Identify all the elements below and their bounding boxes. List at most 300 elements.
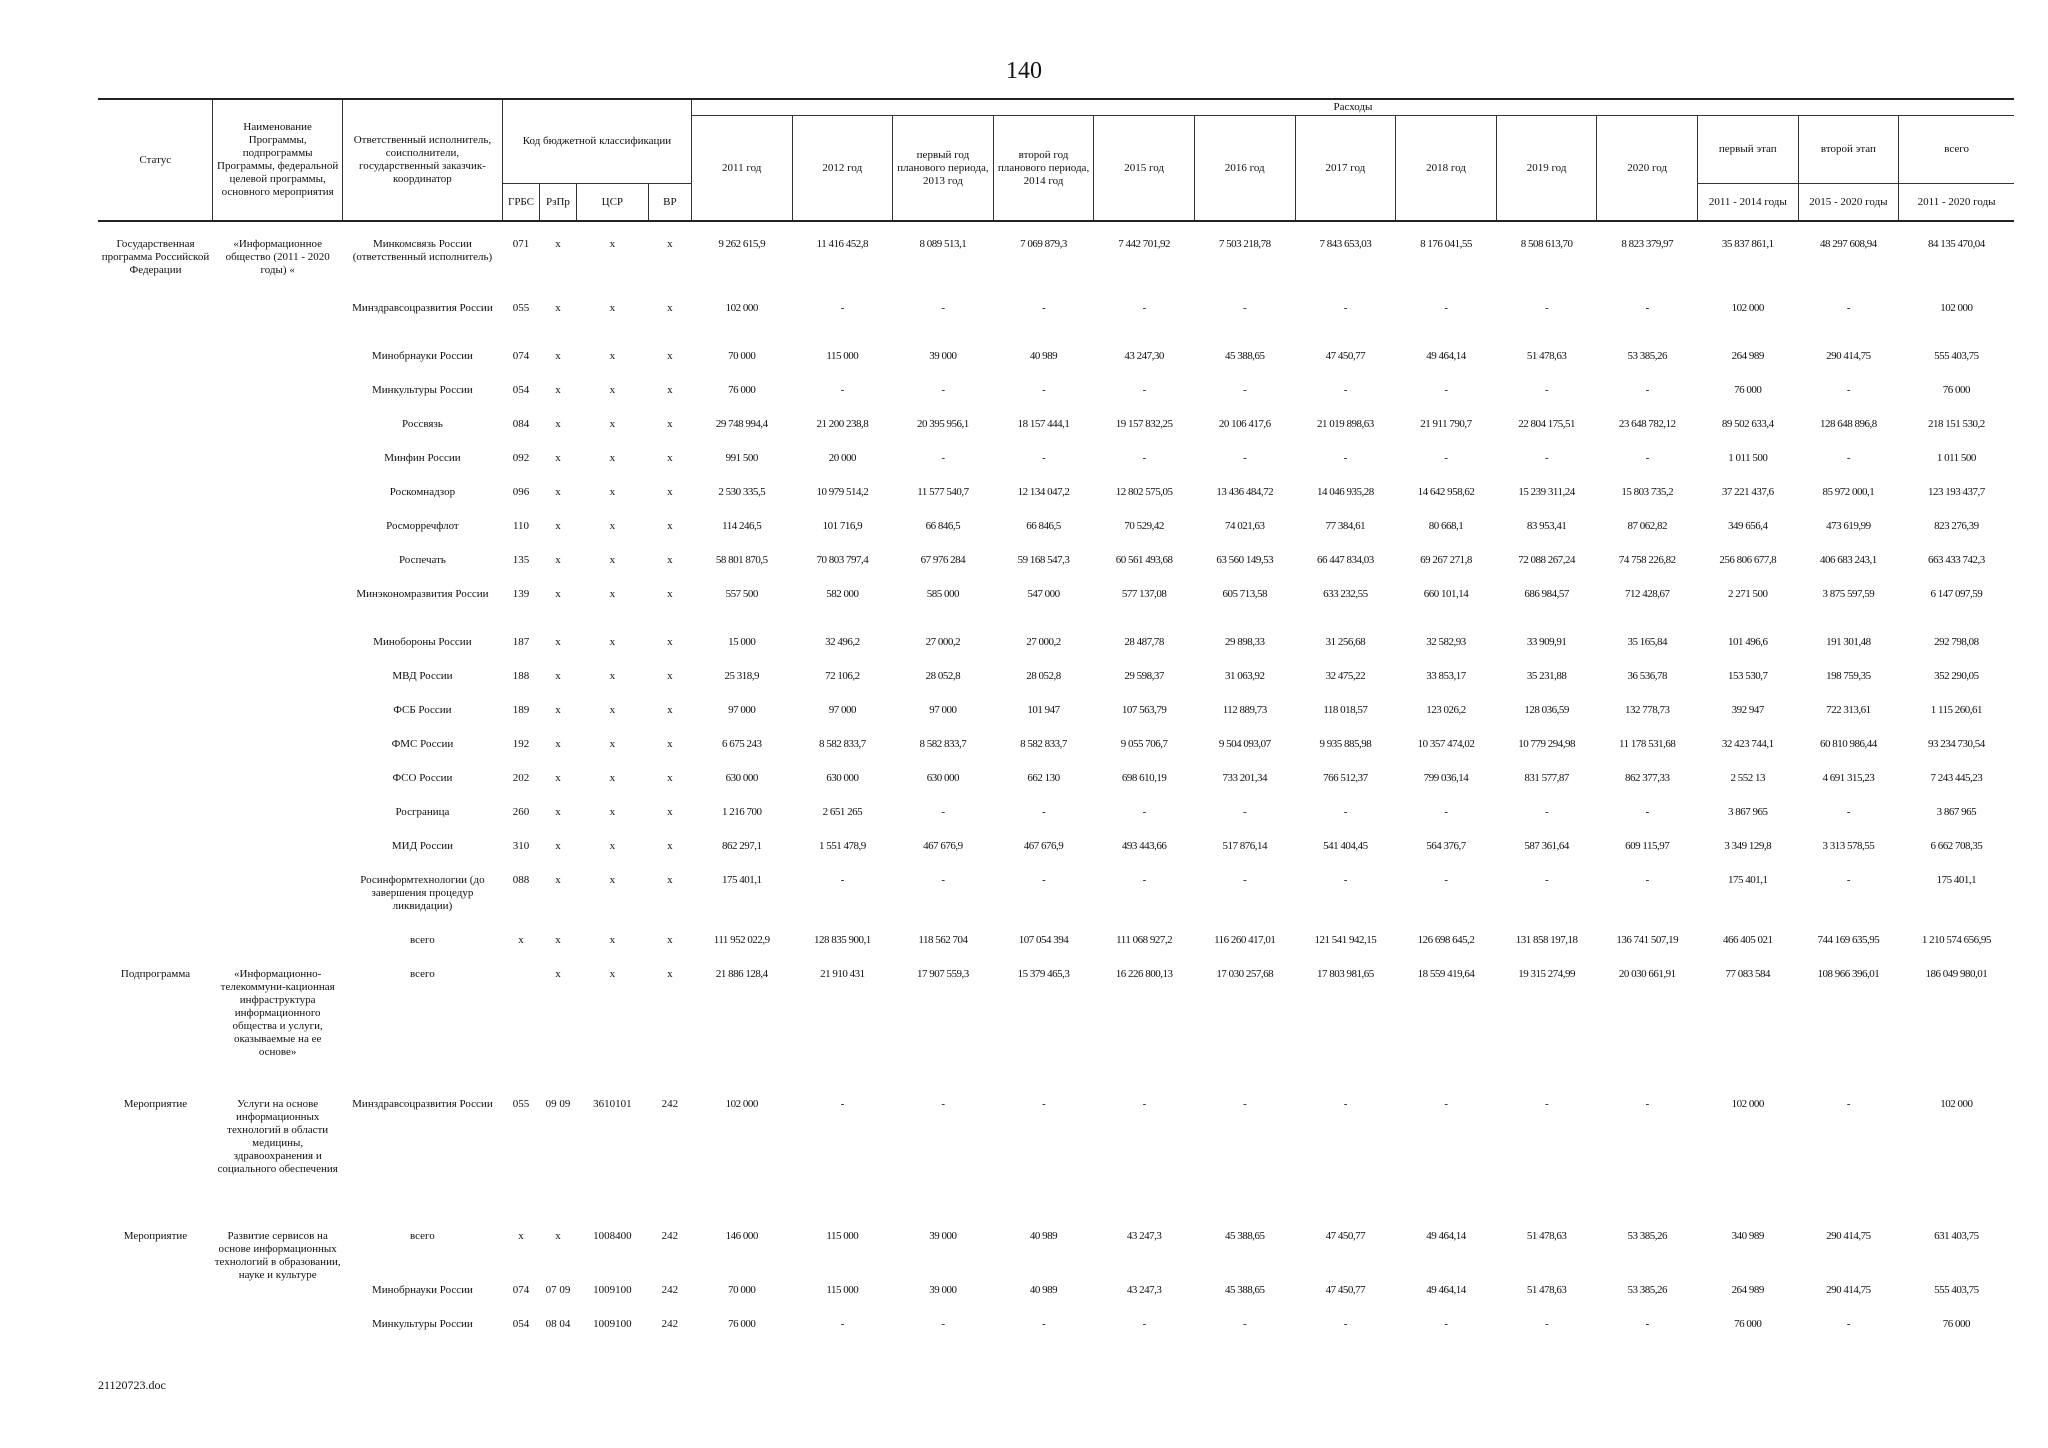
cell-value: 29 598,37 [1124, 670, 1164, 683]
cell-value: 722 313,61 [1826, 704, 1871, 717]
cell-value: 21 910 431 [820, 968, 865, 981]
cell-value: 131 858 197,18 [1515, 934, 1578, 947]
cell-vr: х [667, 418, 673, 431]
table-row [98, 587, 2014, 635]
cell-vr: х [667, 238, 673, 251]
cell-value: 123 193 437,7 [1927, 486, 1985, 499]
cell-value: 557 500 [725, 588, 758, 601]
cell-value: 352 290,05 [1934, 670, 1979, 683]
cell-value: 77 083 584 [1725, 968, 1771, 981]
cell-value: 493 443,66 [1121, 840, 1167, 853]
cell-value: 12 134 047,2 [1017, 486, 1070, 499]
header-year: 2015 год [1094, 115, 1195, 221]
cell-value: 766 512,37 [1323, 772, 1368, 785]
cell-value: - [1343, 1098, 1347, 1111]
cell-rzpr: х [555, 968, 561, 981]
cell-value: 32 423 744,1 [1721, 738, 1774, 751]
cell-value: 39 000 [929, 1284, 957, 1297]
cell-value: 37 221 437,6 [1721, 486, 1774, 499]
cell-value: 108 966 396,01 [1817, 968, 1880, 981]
cell-value: 28 052,8 [925, 670, 961, 683]
cell-value: - [1444, 874, 1448, 887]
cell-value: - [840, 874, 844, 887]
cell-value: 349 656,4 [1728, 520, 1768, 533]
cell-csr: 1009100 [593, 1284, 632, 1297]
cell-name [213, 1283, 342, 1317]
cell-value: 70 803 797,4 [816, 554, 869, 567]
cell-value: 20 395 956,1 [917, 418, 969, 431]
cell-grbs: х [518, 934, 524, 947]
cell-csr: х [609, 452, 616, 465]
cell-value: 31 063,92 [1225, 670, 1265, 683]
cell-value: - [1545, 806, 1549, 819]
cell-value: 39 000 [929, 350, 957, 363]
cell-value: 8 582 833,7 [919, 738, 967, 751]
cell-rzpr: х [555, 452, 561, 465]
cell-vr: х [667, 486, 673, 499]
header-vr: ВР [648, 183, 691, 221]
cell-value: 70 000 [728, 1284, 756, 1297]
cell-value: 102 000 [1731, 1098, 1764, 1111]
cell-value: 35 837 861,1 [1721, 238, 1774, 251]
cell-value: - [1545, 452, 1549, 465]
cell-value: 21 886 128,4 [715, 968, 768, 981]
cell-value: 43 247,3 [1126, 1230, 1162, 1243]
cell-value: 175 401,1 [1936, 874, 1977, 887]
cell-executor: Минобрнауки России [371, 1284, 473, 1297]
table-row [98, 1229, 2014, 1283]
cell-grbs: 310 [512, 840, 530, 853]
cell-value: 40 989 [1029, 1230, 1058, 1243]
cell-value: 7 503 218,78 [1218, 238, 1271, 251]
cell-grbs: 189 [512, 704, 530, 717]
header-name: Наименование Программы, подпрограммы Программы, федеральной целевой программы, основного мероприятия [213, 99, 342, 221]
cell-rzpr: 08 04 [545, 1318, 571, 1331]
cell-value: 8 176 041,55 [1420, 238, 1472, 251]
cell-value: 698 610,19 [1121, 772, 1167, 785]
cell-value: - [941, 806, 945, 819]
cell-value: 609 115,97 [1625, 840, 1670, 853]
cell-grbs: 192 [512, 738, 530, 751]
cell-value: 823 276,39 [1934, 520, 1979, 533]
cell-value: 29 748 994,4 [715, 418, 768, 431]
cell-value: 15 803 735,2 [1621, 486, 1674, 499]
cell-vr: х [667, 588, 673, 601]
table-row [98, 873, 2014, 933]
cell-status [98, 553, 213, 587]
cell-value: 630 000 [926, 772, 960, 785]
cell-csr: х [609, 968, 616, 981]
cell-value: 467 676,9 [923, 840, 963, 853]
cell-value: 43 247,3 [1126, 1284, 1162, 1297]
cell-value: 9 504 093,07 [1218, 738, 1271, 751]
cell-value: - [1545, 302, 1549, 315]
cell-value: 72 088 267,24 [1518, 554, 1575, 567]
cell-value: 831 577,87 [1524, 772, 1569, 785]
cell-grbs: 054 [512, 1318, 530, 1331]
cell-status [98, 771, 213, 805]
cell-value: 70 529,42 [1124, 520, 1164, 533]
cell-executor: Минобороны России [373, 636, 472, 649]
cell-value: - [1142, 302, 1146, 315]
cell-value: 66 846,5 [925, 520, 961, 533]
cell-grbs: 074 [512, 1284, 530, 1297]
cell-value: - [840, 1098, 844, 1111]
cell-grbs: 202 [512, 772, 530, 785]
cell-value: - [1343, 806, 1347, 819]
cell-value: 77 384,61 [1325, 520, 1366, 533]
cell-vr: 242 [661, 1318, 679, 1331]
cell-value: - [1142, 806, 1146, 819]
cell-grbs: 054 [512, 384, 530, 397]
cell-value: - [1243, 1098, 1247, 1111]
cell-value: 32 475,22 [1325, 670, 1366, 683]
header-stage-period: 2011 - 2014 годы [1698, 183, 1799, 221]
cell-value: 53 385,26 [1627, 1284, 1667, 1297]
cell-value: - [1142, 452, 1146, 465]
cell-grbs: 092 [512, 452, 530, 465]
cell-value: 15 379 465,3 [1017, 968, 1070, 981]
cell-rzpr: х [555, 588, 561, 601]
cell-value: 15 000 [728, 636, 756, 649]
cell-csr: х [609, 704, 616, 717]
cell-value: 7 442 701,92 [1118, 238, 1171, 251]
cell-rzpr: х [555, 670, 561, 683]
cell-value: 33 909,91 [1526, 636, 1567, 649]
cell-value: 1 011 500 [1936, 452, 1976, 465]
cell-value: 146 000 [725, 1230, 758, 1243]
cell-value: 862 377,33 [1624, 772, 1670, 785]
cell-value: 340 989 [1731, 1230, 1764, 1243]
cell-name [213, 587, 342, 635]
cell-status [98, 485, 213, 519]
cell-vr: х [667, 840, 673, 853]
header-year: 2020 год [1597, 115, 1698, 221]
cell-executor: Россвязь [402, 418, 443, 431]
header-budget-code: Код бюджетной классификации [503, 99, 692, 183]
cell-name: Услуги на основе информационных технологий в области медицины, здравоохранения и социального обеспечения [217, 1098, 338, 1176]
cell-value: 264 989 [1731, 350, 1764, 363]
cell-value: 392 947 [1731, 704, 1764, 717]
cell-rzpr: х [555, 934, 561, 947]
table-row [98, 839, 2014, 873]
cell-value: - [1142, 1098, 1146, 1111]
cell-value: 74 021,63 [1225, 520, 1265, 533]
cell-vr: х [667, 636, 673, 649]
cell-value: 28 487,78 [1124, 636, 1164, 649]
cell-value: 76 000 [728, 384, 756, 397]
table-body [98, 221, 2014, 1359]
cell-value: 3 313 578,55 [1822, 840, 1875, 853]
table-row [98, 737, 2014, 771]
cell-vr: х [667, 302, 673, 315]
cell-value: - [1142, 1318, 1146, 1331]
cell-value: 51 478,63 [1526, 350, 1567, 363]
cell-value: 21 200 238,8 [816, 418, 869, 431]
cell-value: - [1645, 1098, 1649, 1111]
cell-vr: х [667, 670, 673, 683]
header-status: Статус [98, 99, 213, 221]
cell-csr: х [609, 806, 616, 819]
cell-value: 87 062,82 [1627, 520, 1667, 533]
cell-name: Развитие сервисов на основе информационных технологий в образовании, науке и культуре [214, 1230, 341, 1282]
cell-value: 53 385,26 [1627, 1230, 1667, 1243]
cell-value: 186 049 980,01 [1925, 968, 1988, 981]
cell-value: 115 000 [826, 1230, 859, 1243]
table-row [98, 221, 2014, 301]
cell-executor: всего [410, 1230, 435, 1243]
cell-csr: х [609, 350, 616, 363]
cell-value: 60 810 986,44 [1820, 738, 1877, 751]
cell-status [98, 703, 213, 737]
cell-value: 58 801 870,5 [715, 554, 768, 567]
cell-value: 19 157 832,25 [1115, 418, 1173, 431]
cell-value: 60 561 493,68 [1115, 554, 1173, 567]
cell-value: 80 668,1 [1428, 520, 1464, 533]
cell-rzpr: х [555, 806, 561, 819]
cell-value: - [941, 1318, 945, 1331]
cell-status [98, 1317, 213, 1359]
cell-value: 97 000 [728, 704, 756, 717]
cell-value: 630 000 [826, 772, 859, 785]
cell-vr: х [667, 520, 673, 533]
cell-value: 67 976 284 [920, 554, 966, 567]
cell-value: 118 562 704 [918, 934, 968, 947]
cell-value: 1 115 260,61 [1930, 704, 1983, 717]
cell-value: - [1343, 384, 1347, 397]
cell-value: - [1444, 452, 1448, 465]
cell-value: - [1645, 302, 1649, 315]
cell-value: 10 357 474,02 [1417, 738, 1475, 751]
cell-value: 118 018,57 [1323, 704, 1368, 717]
table-row [98, 967, 2014, 1097]
cell-grbs: 055 [512, 1098, 530, 1111]
cell-value: 290 414,75 [1826, 1230, 1871, 1243]
cell-name [213, 805, 342, 839]
cell-value: - [1142, 384, 1146, 397]
cell-value: 76 000 [1942, 384, 1970, 397]
cell-value: 76 000 [1734, 384, 1762, 397]
cell-status [98, 737, 213, 771]
cell-value: 1 011 500 [1728, 452, 1768, 465]
cell-grbs: 139 [512, 588, 530, 601]
cell-value: 8 823 379,97 [1621, 238, 1674, 251]
cell-executor: Росинформтехнологии (до завершения процедур ликвидации) [360, 874, 485, 913]
cell-name [213, 737, 342, 771]
cell-value: 47 450,77 [1325, 1284, 1366, 1297]
cell-executor: МВД России [392, 670, 453, 683]
cell-value: - [1645, 1318, 1649, 1331]
cell-grbs: 074 [512, 350, 530, 363]
cell-value: 19 315 274,99 [1518, 968, 1575, 981]
cell-value: 517 876,14 [1222, 840, 1267, 853]
cell-status [98, 933, 213, 967]
cell-value: - [1243, 302, 1247, 315]
cell-value: 35 165,84 [1627, 636, 1667, 649]
cell-value: 21 019 898,63 [1316, 418, 1374, 431]
cell-value: - [941, 1098, 945, 1111]
cell-vr: х [667, 738, 673, 751]
cell-value: 49 464,14 [1426, 1284, 1466, 1297]
cell-value: 36 536,78 [1627, 670, 1667, 683]
cell-executor: Минздравсоцразвития России [352, 1098, 493, 1111]
cell-name [213, 771, 342, 805]
cell-status [98, 383, 213, 417]
cell-value: 114 246,5 [722, 520, 762, 533]
header-year: первый год планового периода, 2013 год [893, 115, 994, 221]
cell-value: 3 349 129,8 [1724, 840, 1772, 853]
cell-value: 128 648 896,8 [1820, 418, 1877, 431]
cell-value: 473 619,99 [1826, 520, 1871, 533]
cell-value: 45 388,65 [1225, 1230, 1265, 1243]
cell-value: 18 559 419,64 [1417, 968, 1475, 981]
cell-name [213, 553, 342, 587]
header-expenses: Расходы [691, 99, 2014, 115]
cell-value: 175 401,1 [1728, 874, 1768, 887]
cell-value: - [1645, 806, 1649, 819]
cell-value: 115 000 [826, 1284, 859, 1297]
cell-value: 663 433 742,3 [1927, 554, 1985, 567]
cell-name [213, 417, 342, 451]
cell-vr: х [667, 968, 673, 981]
cell-value: 9 055 706,7 [1120, 738, 1168, 751]
cell-csr: х [609, 238, 616, 251]
table-row [98, 451, 2014, 485]
cell-csr: х [609, 554, 616, 567]
header-stage-period: 2015 - 2020 годы [1798, 183, 1899, 221]
cell-vr: х [667, 350, 673, 363]
cell-rzpr: х [555, 636, 561, 649]
cell-name [213, 1317, 342, 1359]
cell-value: - [1041, 1098, 1046, 1111]
cell-value: 25 318,9 [724, 670, 759, 683]
cell-value: - [1343, 302, 1347, 315]
cell-value: 11 577 540,7 [917, 486, 969, 499]
cell-value: 53 385,26 [1627, 350, 1667, 363]
cell-csr: х [609, 738, 616, 751]
cell-value: 20 030 661,91 [1618, 968, 1676, 981]
cell-value: 175 401,1 [721, 874, 762, 887]
cell-value: - [941, 452, 945, 465]
cell-csr: х [609, 302, 616, 315]
cell-value: - [1243, 874, 1247, 887]
cell-value: 70 000 [728, 350, 756, 363]
table-row [98, 805, 2014, 839]
cell-value: 102 000 [725, 302, 758, 315]
cell-value: 85 972 000,1 [1822, 486, 1875, 499]
cell-value: 28 052,8 [1026, 670, 1061, 683]
table-row [98, 519, 2014, 553]
cell-value: - [1444, 806, 1448, 819]
cell-value: - [1343, 452, 1347, 465]
cell-value: 116 260 417,01 [1214, 934, 1276, 947]
cell-executor: ФСБ России [393, 704, 452, 717]
cell-name: «Информационно-телекоммуни-кационная инфраструктура информационного общества и услуги, оказываемые на ее основе» [220, 968, 335, 1059]
cell-status [98, 669, 213, 703]
table-row [98, 417, 2014, 451]
table-row [98, 383, 2014, 417]
cell-value: 101 947 [1027, 704, 1060, 717]
cell-vr: х [667, 452, 673, 465]
cell-value: 153 530,7 [1728, 670, 1768, 683]
cell-status [98, 587, 213, 635]
cell-value: 564 376,7 [1426, 840, 1466, 853]
cell-vr: х [667, 874, 673, 887]
cell-value: 40 989 [1029, 350, 1058, 363]
cell-csr: х [609, 874, 616, 887]
cell-value: 89 502 633,4 [1721, 418, 1774, 431]
cell-executor: Минобрнауки России [371, 350, 473, 363]
cell-rzpr: х [555, 350, 561, 363]
cell-value: 101 496,6 [1728, 636, 1768, 649]
cell-grbs: 187 [512, 636, 530, 649]
cell-value: 264 989 [1731, 1284, 1764, 1297]
cell-executor: Минкомсвязь России (ответственный исполнитель) [352, 238, 493, 264]
cell-rzpr: 07 09 [545, 1284, 571, 1297]
cell-value: - [1545, 874, 1549, 887]
cell-value: 18 157 444,1 [1017, 418, 1070, 431]
header-csr: ЦСР [576, 183, 648, 221]
cell-value: 27 000,2 [925, 636, 961, 649]
cell-value: 12 802 575,05 [1115, 486, 1173, 499]
cell-value: - [1545, 384, 1549, 397]
header-rzpr: РзПр [539, 183, 576, 221]
cell-value: 2 530 335,5 [718, 486, 766, 499]
cell-executor: Минкультуры России [372, 384, 473, 397]
cell-value: 49 464,14 [1426, 1230, 1466, 1243]
cell-value: 16 226 800,13 [1115, 968, 1173, 981]
cell-rzpr: х [555, 874, 561, 887]
cell-rzpr: х [555, 772, 561, 785]
cell-vr: х [667, 384, 673, 397]
cell-value: - [1645, 384, 1649, 397]
cell-value: 2 552 13 [1730, 772, 1766, 785]
cell-value: 51 478,63 [1526, 1230, 1567, 1243]
cell-name [213, 635, 342, 669]
cell-value: 466 405 021 [1723, 934, 1773, 947]
cell-value: - [1142, 874, 1146, 887]
cell-value: 7 843 653,03 [1319, 238, 1372, 251]
cell-rzpr: х [555, 520, 561, 533]
header-grbs: ГРБС [503, 183, 540, 221]
cell-value: - [1343, 874, 1347, 887]
cell-executor: Минфин России [384, 452, 461, 465]
cell-csr: 1008400 [593, 1230, 632, 1243]
cell-value: 577 137,08 [1121, 588, 1167, 601]
cell-vr: х [667, 704, 673, 717]
cell-value: 43 247,30 [1124, 350, 1164, 363]
table-row [98, 349, 2014, 383]
cell-value: 198 759,35 [1826, 670, 1871, 683]
cell-value: 991 500 [725, 452, 758, 465]
cell-value: 13 436 484,72 [1216, 486, 1274, 499]
cell-status [98, 349, 213, 383]
cell-value: 27 000,2 [1026, 636, 1061, 649]
cell-grbs: 260 [512, 806, 530, 819]
cell-grbs: 055 [512, 302, 530, 315]
cell-value: 6 662 708,35 [1930, 840, 1983, 853]
cell-value: - [1343, 1318, 1347, 1331]
cell-status [98, 417, 213, 451]
cell-rzpr: х [555, 486, 561, 499]
cell-value: 9 935 885,98 [1319, 738, 1372, 751]
cell-value: 406 683 243,1 [1820, 554, 1877, 567]
cell-status: Подпрограмма [120, 968, 191, 981]
cell-value: 35 231,88 [1526, 670, 1567, 683]
cell-executor: всего [410, 968, 435, 981]
cell-csr: х [609, 934, 616, 947]
header-year: 2012 год [792, 115, 893, 221]
